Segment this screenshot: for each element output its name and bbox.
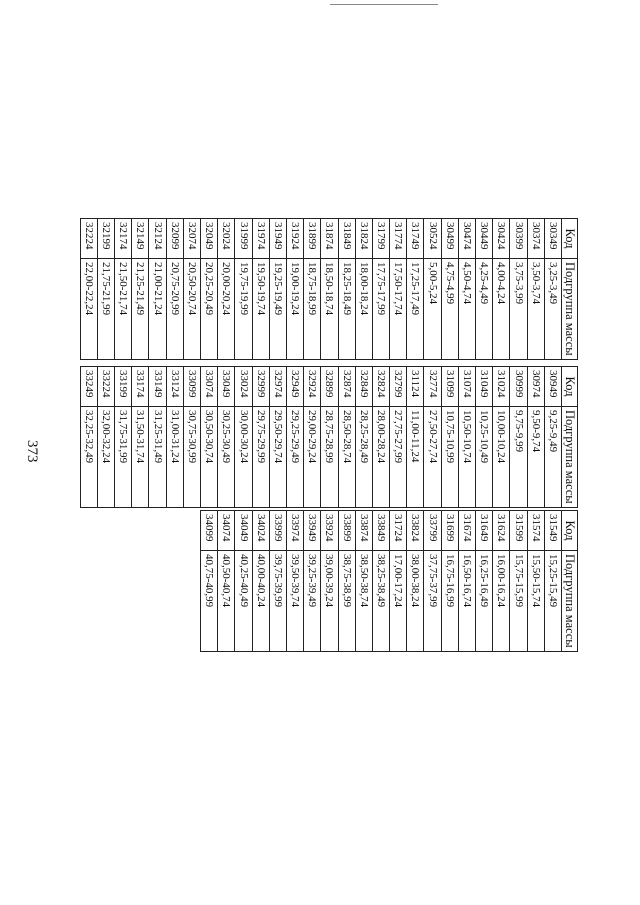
code-cell: 32874 <box>338 367 355 407</box>
code-cell: 34024 <box>252 511 269 551</box>
subgroup-cell: 29,00-29,24 <box>304 407 321 508</box>
header-subgroup: Подгруппа массы <box>562 407 578 508</box>
code-cell: 32149 <box>132 219 149 259</box>
table-row <box>493 367 510 508</box>
code-cell: 31074 <box>458 367 475 407</box>
table-row <box>527 511 544 652</box>
code-cell: 32099 <box>166 219 183 259</box>
code-cell: 32924 <box>304 367 321 407</box>
table-row <box>493 511 510 652</box>
subgroup-cell: 30,25-30,49 <box>218 407 235 508</box>
code-cell: 31599 <box>510 511 527 551</box>
table-row <box>355 219 372 360</box>
table-row <box>338 511 355 652</box>
table-row <box>321 367 338 508</box>
code-cell: 33224 <box>97 367 114 407</box>
subgroup-cell: 19,50-19,74 <box>252 259 269 360</box>
code-cell: 34099 <box>201 511 218 551</box>
subgroup-cell: 29,50-29,74 <box>269 407 286 508</box>
code-cell: 33874 <box>355 511 372 551</box>
subgroup-cell: 19,25-19,49 <box>269 259 286 360</box>
table-row <box>201 219 218 360</box>
code-cell: 30524 <box>424 219 441 259</box>
code-cell: 30374 <box>527 219 544 259</box>
code-cell: 32949 <box>287 367 304 407</box>
subgroup-cell: 21,00-21,24 <box>149 259 166 360</box>
code-cell: 31649 <box>476 511 493 551</box>
table-row <box>390 367 407 508</box>
table-row <box>304 511 321 652</box>
table-row <box>493 219 510 360</box>
table-row <box>458 219 475 360</box>
code-cell: 31824 <box>355 219 372 259</box>
subgroup-cell: 4,50-4,74 <box>458 259 475 360</box>
table-row <box>97 219 114 360</box>
subgroup-cell: 21,50-21,74 <box>115 259 132 360</box>
subgroup-cell: 20,25-20,49 <box>201 259 218 360</box>
code-cell: 32774 <box>424 367 441 407</box>
table-row <box>252 367 269 508</box>
table-row <box>183 219 200 360</box>
code-cell: 30399 <box>510 219 527 259</box>
table-row <box>235 219 252 360</box>
table-row <box>441 367 458 508</box>
code-cell: 31974 <box>252 219 269 259</box>
code-cell: 31024 <box>493 367 510 407</box>
table-row <box>166 219 183 360</box>
table-row <box>510 511 527 652</box>
table-row <box>527 367 544 508</box>
subgroup-cell: 3,50-3,74 <box>527 259 544 360</box>
code-cell: 33024 <box>235 367 252 407</box>
code-cell: 31949 <box>269 219 286 259</box>
code-cell: 30999 <box>510 367 527 407</box>
table-row <box>355 367 372 508</box>
subgroup-cell: 29,75-29,99 <box>252 407 269 508</box>
code-cell: 34049 <box>235 511 252 551</box>
code-cell: 31124 <box>407 367 424 407</box>
table-row <box>458 367 475 508</box>
table-row <box>166 367 183 508</box>
code-cell: 31674 <box>458 511 475 551</box>
code-cell: 30499 <box>441 219 458 259</box>
code-cell: 33099 <box>183 367 200 407</box>
table-row <box>287 219 304 360</box>
header-code: Код <box>562 367 578 407</box>
table-row <box>269 511 286 652</box>
code-cell: 31049 <box>476 367 493 407</box>
subgroup-cell: 28,00-28,24 <box>372 407 389 508</box>
table-row <box>441 511 458 652</box>
code-cell: 34074 <box>218 511 235 551</box>
subgroup-cell: 40,25-40,49 <box>235 551 252 652</box>
subgroup-cell: 17,75-17,99 <box>372 259 389 360</box>
subgroup-cell: 17,25-17,49 <box>407 259 424 360</box>
subgroup-cell: 22,00-22,24 <box>80 259 97 360</box>
table-row <box>304 219 321 360</box>
code-cell: 32999 <box>252 367 269 407</box>
subgroup-cell: 15,50-15,74 <box>527 551 544 652</box>
code-cell: 33174 <box>132 367 149 407</box>
table-row <box>372 511 389 652</box>
subgroup-cell: 38,50-38,74 <box>355 551 372 652</box>
table-row <box>424 511 441 652</box>
subgroup-cell: 18,25-18,49 <box>338 259 355 360</box>
code-cell: 30449 <box>476 219 493 259</box>
code-cell: 32024 <box>218 219 235 259</box>
table-row <box>424 367 441 508</box>
table-row <box>132 367 149 508</box>
code-cell: 33824 <box>407 511 424 551</box>
code-cell: 31774 <box>390 219 407 259</box>
header-subgroup: Подгруппа массы <box>562 259 578 360</box>
code-cell: 31849 <box>338 219 355 259</box>
subgroup-cell: 39,50-39,74 <box>287 551 304 652</box>
code-cell: 32824 <box>372 367 389 407</box>
code-cell: 30349 <box>544 219 561 259</box>
code-cell: 33799 <box>424 511 441 551</box>
subgroup-cell: 29,25-29,49 <box>287 407 304 508</box>
table-row <box>269 219 286 360</box>
code-cell: 31624 <box>493 511 510 551</box>
subgroup-cell: 16,50-16,74 <box>458 551 475 652</box>
subgroup-cell: 32,25-32,49 <box>80 407 97 508</box>
code-cell: 32199 <box>97 219 114 259</box>
subgroup-cell: 27,50-27,74 <box>424 407 441 508</box>
table-row <box>407 219 424 360</box>
subgroup-cell: 9,75-9,99 <box>510 407 527 508</box>
subgroup-cell: 16,25-16,49 <box>476 551 493 652</box>
table-row <box>218 219 235 360</box>
table-row <box>510 367 527 508</box>
table-row <box>476 219 493 360</box>
table-row <box>424 219 441 360</box>
table-row <box>218 511 235 652</box>
code-cell: 33899 <box>338 511 355 551</box>
table-row <box>201 367 218 508</box>
table-row <box>321 219 338 360</box>
code-cell: 30424 <box>493 219 510 259</box>
subgroup-cell: 17,00-17,24 <box>390 551 407 652</box>
code-cell: 31724 <box>390 511 407 551</box>
table-row <box>476 511 493 652</box>
code-cell: 30474 <box>458 219 475 259</box>
table-row <box>338 367 355 508</box>
subgroup-cell: 10,00-10,24 <box>493 407 510 508</box>
subgroup-cell: 18,50-18,74 <box>321 259 338 360</box>
code-cell: 31899 <box>304 219 321 259</box>
table-row <box>183 367 200 508</box>
subgroup-cell: 30,75-30,99 <box>183 407 200 508</box>
code-cell: 32224 <box>80 219 97 259</box>
subgroup-cell: 32,00-32,24 <box>97 407 114 508</box>
subgroup-cell: 15,75-15,99 <box>510 551 527 652</box>
subgroup-cell: 39,00-39,24 <box>321 551 338 652</box>
subgroup-cell: 18,00-18,24 <box>355 259 372 360</box>
table-row <box>338 219 355 360</box>
table-row <box>115 367 132 508</box>
subgroup-cell: 4,75-4,99 <box>441 259 458 360</box>
code-cell: 31699 <box>441 511 458 551</box>
subgroup-cell: 10,50-10,74 <box>458 407 475 508</box>
code-cell: 31999 <box>235 219 252 259</box>
table-row <box>269 367 286 508</box>
code-cell: 33949 <box>304 511 321 551</box>
table-row <box>132 219 149 360</box>
subgroup-cell: 18,75-18,99 <box>304 259 321 360</box>
code-cell: 31924 <box>287 219 304 259</box>
subgroup-cell: 10,75-10,99 <box>441 407 458 508</box>
table-row <box>97 367 114 508</box>
subgroup-cell: 20,75-20,99 <box>166 259 183 360</box>
table-row <box>252 219 269 360</box>
code-cell: 31799 <box>372 219 389 259</box>
header-code: Код <box>562 511 578 551</box>
table-block-2 <box>80 366 578 508</box>
subgroup-cell: 9,25-9,49 <box>544 407 561 508</box>
code-cell: 33074 <box>201 367 218 407</box>
subgroup-cell: 28,25-28,49 <box>355 407 372 508</box>
subgroup-cell: 31,00-31,24 <box>166 407 183 508</box>
subgroup-cell: 3,75-3,99 <box>510 259 527 360</box>
header-code: Код <box>562 219 578 259</box>
subgroup-cell: 3,25-3,49 <box>544 259 561 360</box>
code-cell: 33199 <box>115 367 132 407</box>
table-block-1 <box>80 218 578 360</box>
subgroup-cell: 19,00-19,24 <box>287 259 304 360</box>
subgroup-cell: 40,75-40,99 <box>201 551 218 652</box>
code-cell: 32174 <box>115 219 132 259</box>
code-cell: 30974 <box>527 367 544 407</box>
code-cell: 32799 <box>390 367 407 407</box>
code-cell: 32849 <box>355 367 372 407</box>
subgroup-cell: 5,00-5,24 <box>424 259 441 360</box>
code-cell: 33849 <box>372 511 389 551</box>
subgroup-cell: 20,00-20,24 <box>218 259 235 360</box>
table-row <box>287 367 304 508</box>
code-cell: 32049 <box>201 219 218 259</box>
subgroup-cell: 28,50-28,74 <box>338 407 355 508</box>
table-row <box>149 367 166 508</box>
table-row <box>544 511 561 652</box>
code-cell: 32074 <box>183 219 200 259</box>
subgroup-cell: 38,25-38,49 <box>372 551 389 652</box>
subgroup-cell: 31,25-31,49 <box>149 407 166 508</box>
subgroup-cell: 37,75-37,99 <box>424 551 441 652</box>
table-row <box>390 219 407 360</box>
code-cell: 33124 <box>166 367 183 407</box>
page-number: 373 <box>24 440 40 463</box>
code-cell: 31549 <box>544 511 561 551</box>
code-cell: 32124 <box>149 219 166 259</box>
code-cell: 33974 <box>287 511 304 551</box>
subgroup-cell: 38,00-38,24 <box>407 551 424 652</box>
table-row <box>372 367 389 508</box>
table-row <box>544 367 561 508</box>
code-cell: 33149 <box>149 367 166 407</box>
subgroup-cell: 30,00-30,24 <box>235 407 252 508</box>
table-row <box>441 219 458 360</box>
table-row <box>458 511 475 652</box>
code-cell: 32899 <box>321 367 338 407</box>
subgroup-cell: 4,25-4,49 <box>476 259 493 360</box>
subgroup-cell: 30,50-30,74 <box>201 407 218 508</box>
subgroup-cell: 31,50-31,74 <box>132 407 149 508</box>
code-cell: 33999 <box>269 511 286 551</box>
table-row <box>149 219 166 360</box>
subgroup-cell: 10,25-10,49 <box>476 407 493 508</box>
table-row <box>80 367 97 508</box>
table-row <box>252 511 269 652</box>
subgroup-cell: 19,75-19,99 <box>235 259 252 360</box>
table-row <box>372 219 389 360</box>
subgroup-cell: 20,50-20,74 <box>183 259 200 360</box>
table-row <box>287 511 304 652</box>
subgroup-cell: 4,00-4,24 <box>493 259 510 360</box>
table-row <box>355 511 372 652</box>
table-block-3 <box>200 510 578 652</box>
subgroup-cell: 11,00-11,24 <box>407 407 424 508</box>
table-row <box>390 511 407 652</box>
table-row <box>235 511 252 652</box>
table-row <box>115 219 132 360</box>
subgroup-cell: 9,50-9,74 <box>527 407 544 508</box>
code-cell: 30949 <box>544 367 561 407</box>
header-subgroup: Подгруппа массы <box>562 551 578 652</box>
code-cell: 31099 <box>441 367 458 407</box>
code-cell: 31749 <box>407 219 424 259</box>
subgroup-cell: 21,75-21,99 <box>97 259 114 360</box>
table-row <box>304 367 321 508</box>
table-row <box>527 219 544 360</box>
code-cell: 32974 <box>269 367 286 407</box>
table-row <box>510 219 527 360</box>
subgroup-cell: 31,75-31,99 <box>115 407 132 508</box>
subgroup-cell: 16,00-16,24 <box>493 551 510 652</box>
subgroup-cell: 27,75-27,99 <box>390 407 407 508</box>
subgroup-cell: 16,75-16,99 <box>441 551 458 652</box>
subgroup-cell: 40,00-40,24 <box>252 551 269 652</box>
subgroup-cell: 15,25-15,49 <box>544 551 561 652</box>
table-row <box>80 219 97 360</box>
table-row <box>407 511 424 652</box>
subgroup-cell: 21,25-21,49 <box>132 259 149 360</box>
subgroup-cell: 17,50-17,74 <box>390 259 407 360</box>
code-cell: 33049 <box>218 367 235 407</box>
subgroup-cell: 28,75-28,99 <box>321 407 338 508</box>
subgroup-cell: 40,50-40,74 <box>218 551 235 652</box>
table-row <box>476 367 493 508</box>
table-row <box>235 367 252 508</box>
table-row <box>544 219 561 360</box>
code-cell: 33924 <box>321 511 338 551</box>
table-row <box>218 367 235 508</box>
code-cell: 33249 <box>80 367 97 407</box>
subgroup-cell: 38,75-38,99 <box>338 551 355 652</box>
table-row <box>407 367 424 508</box>
subgroup-cell: 39,75-39,99 <box>269 551 286 652</box>
code-cell: 31874 <box>321 219 338 259</box>
subgroup-cell: 39,25-39,49 <box>304 551 321 652</box>
table-row <box>321 511 338 652</box>
code-cell: 31574 <box>527 511 544 551</box>
table-row <box>201 511 218 652</box>
